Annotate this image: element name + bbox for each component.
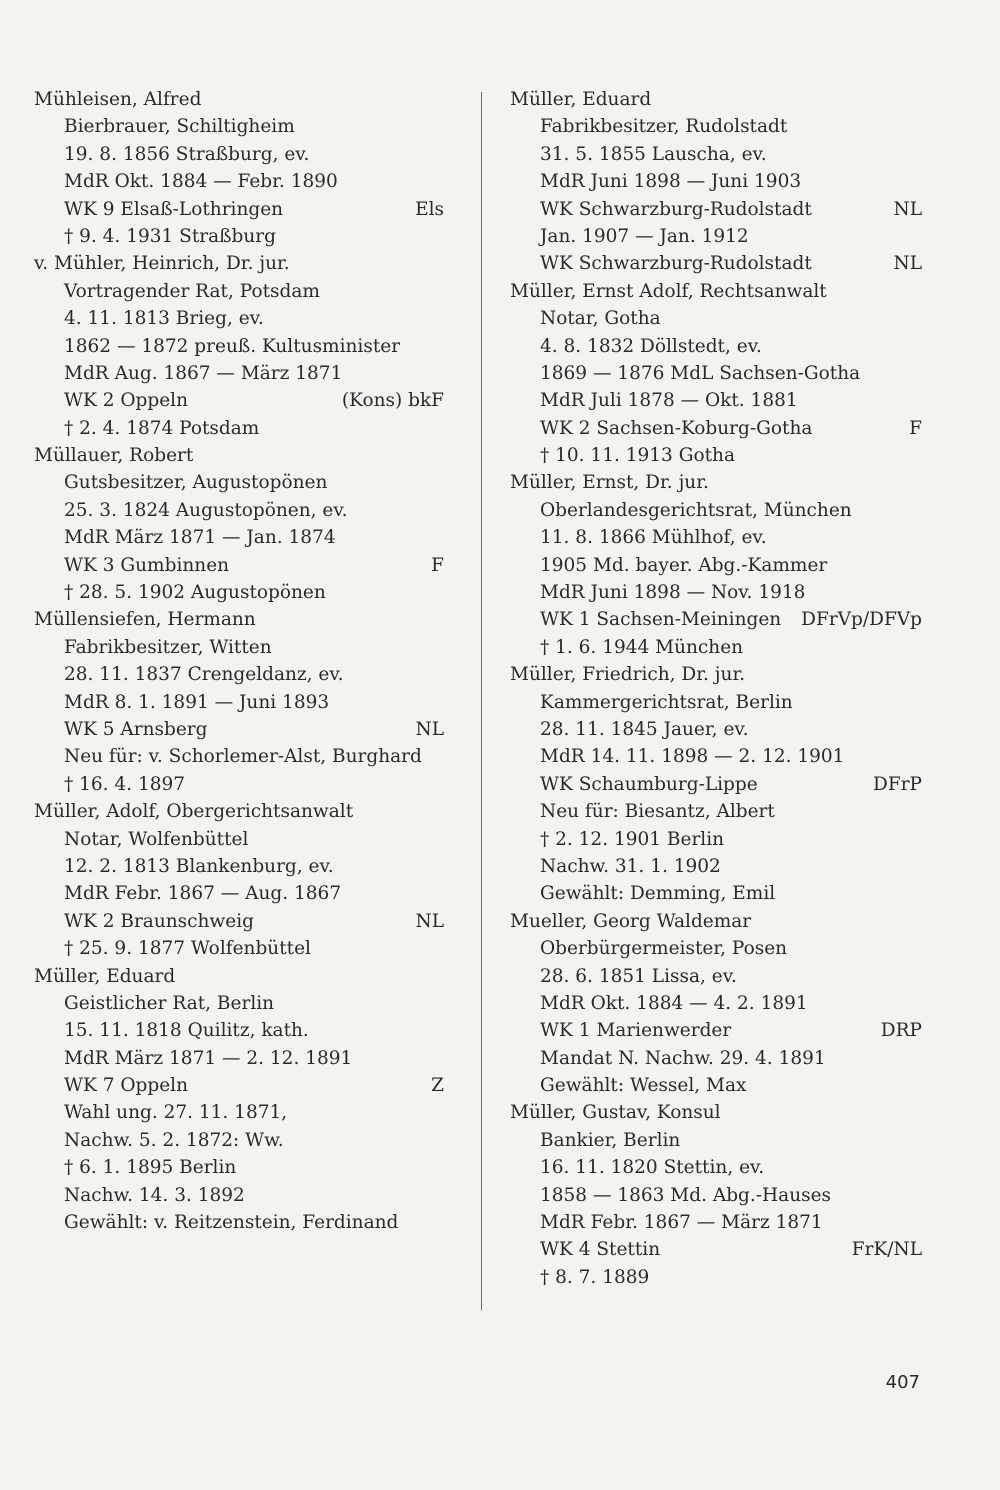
entry-text: Fabrikbesitzer, Witten [64,636,272,658]
entry-text: Müller, Ernst, Dr. jur. [510,472,709,494]
party-label: (Kons) bkF [341,390,444,412]
entry-line [510,1236,922,1263]
entry-text: WK 2 Braunschweig [64,910,254,932]
entry-line [510,1209,922,1236]
entry-line [34,880,444,907]
entry-text: Mühleisen, Alfred [34,89,202,110]
entry-line [510,1154,922,1181]
party-label: DRP [880,1020,922,1042]
entry-name [34,442,444,469]
entry-line [34,771,444,798]
entry-name [510,278,922,305]
entry-line [34,1209,444,1236]
entry-text: Notar, Gotha [540,308,661,330]
entry-line [34,196,444,223]
entry-text: WK 5 Arnsberg [64,718,208,740]
entry-line [34,168,444,195]
entry-text: MdR Febr. 1867 — März 1871 [540,1212,823,1234]
party-label: NL [415,910,444,932]
entry-line [34,333,444,360]
entry-line [34,469,444,496]
entry-text: Neu für: Biesantz, Albert [540,801,775,823]
entry-line [34,990,444,1017]
entry-line [510,387,922,414]
entry-text: Oberbürgermeister, Posen [540,938,788,960]
entry-line [510,497,922,524]
entry-text: MdR März 1871 — Jan. 1874 [64,527,336,549]
entry-line [34,661,444,688]
entry-text: Gewählt: Wessel, Max [540,1075,747,1097]
entry-line [510,141,922,168]
entry-name [510,86,922,113]
entry-text: 16. 11. 1820 Stettin, ev. [540,1157,765,1179]
entry-text: 19. 8. 1856 Straßburg, ev. [64,143,310,165]
entry-text: Geistlicher Rat, Berlin [64,992,275,1014]
entry-line [510,853,922,880]
party-label: DFrP [873,773,922,795]
entry-name [34,606,444,633]
entry-line [510,716,922,743]
entry-line [510,1045,922,1072]
entry-name [510,661,922,688]
column-divider [481,92,482,1310]
entry-line [510,579,922,606]
entry-line [34,1072,444,1099]
entry-text: Müller, Friedrich, Dr. jur. [510,664,746,686]
party-label: DFrVp/DFVp [801,609,922,631]
entry-text: WK 7 Oppeln [64,1075,188,1097]
entry-text: 28. 11. 1845 Jauer, ev. [540,718,749,740]
entry-line [34,141,444,168]
entry-text: Nachw. 5. 2. 1872: Ww. [64,1129,284,1151]
biography-entry [34,86,444,250]
entry-text: 28. 11. 1837 Crengeldanz, ev. [64,664,344,686]
entry-line [34,1154,444,1181]
entry-line [510,798,922,825]
entry-text: 1869 — 1876 MdL Sachsen-Gotha [540,362,861,384]
biography-entry [510,278,922,470]
entry-line [34,305,444,332]
entry-line [34,853,444,880]
entry-text: Jan. 1907 — Jan. 1912 [540,225,749,247]
entry-line [510,196,922,223]
entry-text: Müller, Eduard [34,965,176,987]
biography-entry [34,250,444,442]
entry-text: Wahl ung. 27. 11. 1871, [64,1102,288,1124]
biography-entry [34,606,444,798]
entry-name [510,908,922,935]
entry-text: WK 4 Stettin [540,1239,661,1261]
entry-line [34,113,444,140]
entry-text: Nachw. 14. 3. 1892 [64,1184,245,1206]
entry-text: † 1. 6. 1944 München [540,636,744,658]
entry-text: 15. 11. 1818 Quilitz, kath. [64,1020,309,1042]
entry-text: MdR Juni 1898 — Nov. 1918 [540,582,806,604]
entry-text: WK 2 Sachsen-Koburg-Gotha [540,417,813,439]
party-label: FrK/NL [851,1239,922,1261]
entry-text: 1862 — 1872 preuß. Kultusminister [64,335,401,357]
biography-entry [34,442,444,606]
entry-text: † 2. 4. 1874 Potsdam [64,417,260,439]
entry-text: 4. 11. 1813 Brieg, ev. [64,308,264,330]
party-label: NL [893,198,922,220]
biography-entry [34,798,444,962]
entry-line [34,278,444,305]
biography-entry [510,1099,922,1291]
entry-text: Müller, Ernst Adolf, Rechtsanwalt [510,280,827,302]
entry-text: WK 1 Marienwerder [540,1020,732,1042]
entry-text: WK Schaumburg-Lippe [540,773,758,795]
entry-text: † 8. 7. 1889 [540,1266,650,1288]
entry-line [510,1264,922,1291]
entry-text: Müllauer, Robert [34,445,194,467]
entry-text: WK 9 Elsaß-Lothringen [64,198,284,220]
entry-text: 11. 8. 1866 Mühlhof, ev. [540,527,767,549]
entry-line [34,908,444,935]
party-label: Els [415,198,444,220]
entry-text: Müller, Adolf, Obergerichtsanwalt [34,801,354,823]
entry-text: Mueller, Georg Waldemar [510,910,752,932]
entry-line [34,689,444,716]
entry-text: Müller, Gustav, Konsul [510,1102,721,1124]
entry-text: † 6. 1. 1895 Berlin [64,1157,237,1179]
entry-text: WK Schwarzburg-Rudolstadt [540,253,812,275]
party-label: F [909,417,922,439]
page-number: 407 [885,1372,920,1393]
entry-name [34,250,444,277]
entry-text: MdR Febr. 1867 — Aug. 1867 [64,883,342,905]
entry-line [510,935,922,962]
entry-text: MdR Okt. 1884 — 4. 2. 1891 [540,992,808,1014]
entry-line [510,333,922,360]
entry-text: Bierbrauer, Schiltigheim [64,116,295,138]
entry-line [34,1127,444,1154]
entry-text: 31. 5. 1855 Lauscha, ev. [540,143,767,165]
entry-line [510,223,922,250]
entry-text: Mandat N. Nachw. 29. 4. 1891 [540,1047,826,1069]
entry-line [34,360,444,387]
entry-line [510,552,922,579]
entry-line [510,442,922,469]
entry-line [34,579,444,606]
entry-line [510,524,922,551]
entry-text: 25. 3. 1824 Augustopönen, ev. [64,499,348,521]
entry-text: † 28. 5. 1902 Augustopönen [64,582,326,604]
entry-text: 28. 6. 1851 Lissa, ev. [540,965,737,987]
entry-line [510,1127,922,1154]
entry-line [34,223,444,250]
entry-line [34,935,444,962]
entry-line [34,524,444,551]
entry-name [34,86,444,113]
entry-text: † 25. 9. 1877 Wolfenbüttel [64,938,311,960]
entry-name [510,469,922,496]
entry-text: WK 1 Sachsen-Meiningen [540,609,782,631]
entry-text: WK Schwarzburg-Rudolstadt [540,198,812,220]
entry-name [510,1099,922,1126]
right-column [510,86,922,1291]
entry-text: MdR Juni 1898 — Juni 1903 [540,171,802,193]
entry-text: MdR März 1871 — 2. 12. 1891 [64,1047,353,1069]
entry-text: Vortragender Rat, Potsdam [64,280,320,302]
entry-text: Fabrikbesitzer, Rudolstadt [540,116,788,138]
entry-line [34,1045,444,1072]
entry-line [510,826,922,853]
entry-line [34,1099,444,1126]
entry-text: 4. 8. 1832 Döllstedt, ev. [540,335,762,357]
entry-line [510,360,922,387]
entry-line [510,415,922,442]
entry-text: Gewählt: v. Reitzenstein, Ferdinand [64,1212,399,1234]
entry-line [510,771,922,798]
entry-name [34,963,444,990]
biography-entry [34,963,444,1237]
entry-text: Neu für: v. Schorlemer-Alst, Burghard [64,746,422,768]
entry-line [510,1072,922,1099]
entry-line [510,250,922,277]
entry-text: Nachw. 31. 1. 1902 [540,855,721,877]
entry-text: † 2. 12. 1901 Berlin [540,828,725,850]
entry-text: † 10. 11. 1913 Gotha [540,445,735,467]
entry-text: † 9. 4. 1931 Straßburg [64,225,276,247]
entry-line [34,497,444,524]
entry-line [34,716,444,743]
entry-line [510,634,922,661]
biography-entry [510,469,922,661]
entry-line [510,689,922,716]
entry-name [34,798,444,825]
entry-text: 1858 — 1863 Md. Abg.-Hauses [540,1184,832,1206]
entry-text: MdR 8. 1. 1891 — Juni 1893 [64,691,330,713]
entry-text: MdR 14. 11. 1898 — 2. 12. 1901 [540,746,845,768]
entry-line [510,743,922,770]
entry-text: 12. 2. 1813 Blankenburg, ev. [64,855,334,877]
entry-line [34,415,444,442]
party-label: NL [415,718,444,740]
entry-text: MdR Juli 1878 — Okt. 1881 [540,390,798,412]
entry-text: Gewählt: Demming, Emil [540,883,776,905]
entry-line [34,634,444,661]
party-label: Z [431,1075,444,1097]
entry-text: Oberlandesgerichtsrat, München [540,499,852,521]
entry-line [510,305,922,332]
entry-line [510,1017,922,1044]
entry-line [34,1017,444,1044]
entry-line [34,1182,444,1209]
entry-line [34,552,444,579]
entry-text: † 16. 4. 1897 [64,773,186,795]
party-label: F [431,554,444,576]
entry-line [510,963,922,990]
entry-line [510,1182,922,1209]
entry-text: v. Mühler, Heinrich, Dr. jur. [34,253,290,275]
entry-text: WK 3 Gumbinnen [64,554,230,576]
entry-text: 1905 Md. bayer. Abg.-Kammer [540,554,828,576]
entry-line [510,606,922,633]
biography-entry [510,661,922,908]
entry-text: Gutsbesitzer, Augustopönen [64,472,328,494]
entry-line [34,743,444,770]
party-label: NL [893,253,922,275]
left-column [34,86,444,1236]
entry-text: MdR Okt. 1884 — Febr. 1890 [64,171,338,193]
entry-text: MdR Aug. 1867 — März 1871 [64,362,343,384]
entry-line [510,168,922,195]
entry-line [510,880,922,907]
entry-line [510,990,922,1017]
entry-text: Kammergerichtsrat, Berlin [540,691,793,713]
entry-line [34,387,444,414]
entry-text: WK 2 Oppeln [64,390,188,412]
entry-line [510,113,922,140]
entry-text: Müllensiefen, Hermann [34,609,256,631]
biography-entry [510,908,922,1100]
entry-line [34,826,444,853]
entry-text: Müller, Eduard [510,89,652,110]
biography-entry [510,86,922,278]
entry-text: Notar, Wolfenbüttel [64,828,249,850]
entry-text: Bankier, Berlin [540,1129,681,1151]
